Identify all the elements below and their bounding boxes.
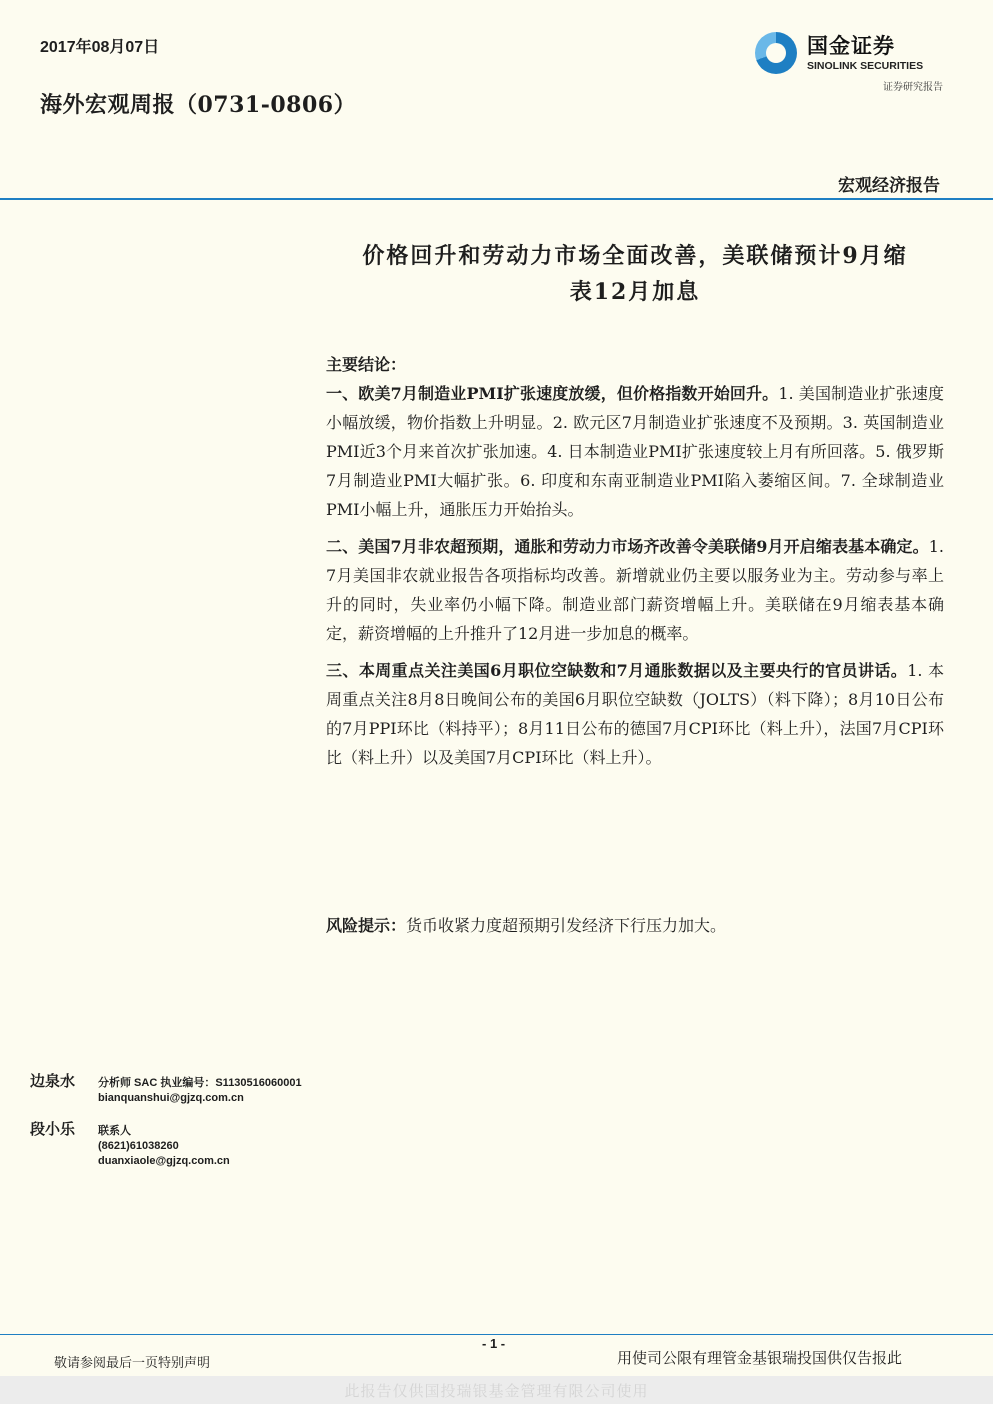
contact-name: 段小乐 [30, 1120, 76, 1138]
section-3-headline: 三、本周重点关注美国6月职位空缺数和7月通胀数据以及主要央行的官员讲话。 [326, 661, 908, 680]
footer-divider [0, 1334, 993, 1335]
conclusion-section-3 [326, 656, 944, 772]
usage-watermark: 此报告仅供国投瑞银基金管理有限公司使用 [344, 1382, 649, 1400]
header-divider [0, 198, 993, 200]
report-title [320, 238, 950, 310]
title-line-1: 价格回升和劳动力市场全面改善，美联储预计9月缩 [362, 243, 908, 269]
report-category: 宏观经济报告 [838, 176, 940, 196]
page-number: - 1 - [482, 1336, 506, 1351]
contact-phone: (8621)61038260 [98, 1140, 179, 1152]
conclusion-section-1 [326, 379, 944, 524]
contact-email: duanxiaole@gjzq.com.cn [98, 1155, 230, 1167]
logo-english-name: SINOLINK SECURITIES [807, 60, 924, 72]
disclaimer-note: 敬请参阅最后一页特别声明 [54, 1356, 211, 1371]
risk-warning [326, 912, 944, 940]
company-logo [755, 30, 955, 96]
title-line-2: 表12月加息 [569, 279, 701, 305]
main-conclusions [326, 350, 944, 780]
contact-role: 联系人 [98, 1125, 131, 1137]
logo-subtitle: 证券研究报告 [883, 82, 943, 93]
section-1-headline: 一、欧美7月制造业PMI扩张速度放缓，但价格指数开始回升。 [326, 384, 779, 403]
logo-mark-icon [755, 32, 797, 74]
analyst-email: bianquanshui@gjzq.com.cn [98, 1092, 244, 1104]
section-2-headline: 二、美国7月非农超预期，通胀和劳动力市场齐改善令美联储9月开启缩表基本确定。 [326, 537, 929, 556]
footer-reversed-text: 用使司公限有理管金基银瑞投国供仅告报此 [617, 1349, 903, 1367]
logo-chinese-name: 国金证券 [807, 34, 895, 58]
risk-label: 风险提示： [326, 916, 407, 935]
conclusions-heading: 主要结论： [326, 355, 407, 374]
analyst-name: 边泉水 [30, 1072, 76, 1090]
analyst-sac-label: 分析师 SAC 执业编号： [98, 1077, 216, 1089]
report-date: 2017年08月07日 [40, 39, 160, 56]
report-series-name: 海外宏观周报（0731-0806） [40, 92, 357, 118]
section-3-text: 1. 本周重点关注8月8日晚间公布的美国6月职位空缺数（JOLTS）（料下降）；8月10日公布的7月PPI环比（料持平）；8月11日公布的德国7月CPI环比（料上升），法国7月CPI环比（料上升）以及美国7月CPI环比（料上升）。 [326, 661, 944, 767]
risk-text: 货币收紧力度超预期引发经济下行压力加大。 [406, 916, 727, 935]
section-1-text: 1. 美国制造业扩张速度小幅放缓，物价指数上升明显。2. 欧元区7月制造业扩张速度不及预期。3. 英国制造业PMI近3个月来首次扩张加速。4. 日本制造业PMI扩张速度较上月有所回落。5. 俄罗斯7月制造业PMI大幅扩张。6. 印度和东南亚制造业PMI陷入萎缩区间。7. 全球制造业PMI小幅上升，通胀压力开始抬头。 [326, 384, 944, 519]
section-2-text: 1. 7月美国非农就业报告各项指标均改善。新增就业仍主要以服务业为主。劳动参与率上升的同时，失业率仍小幅下降。制造业部门薪资增幅上升。美联储在9月缩表基本确定，薪资增幅的上升推升了12月进一步加息的概率。 [326, 537, 944, 643]
conclusion-section-2 [326, 532, 944, 648]
analyst-sac-number: S1130516060001 [215, 1077, 302, 1089]
